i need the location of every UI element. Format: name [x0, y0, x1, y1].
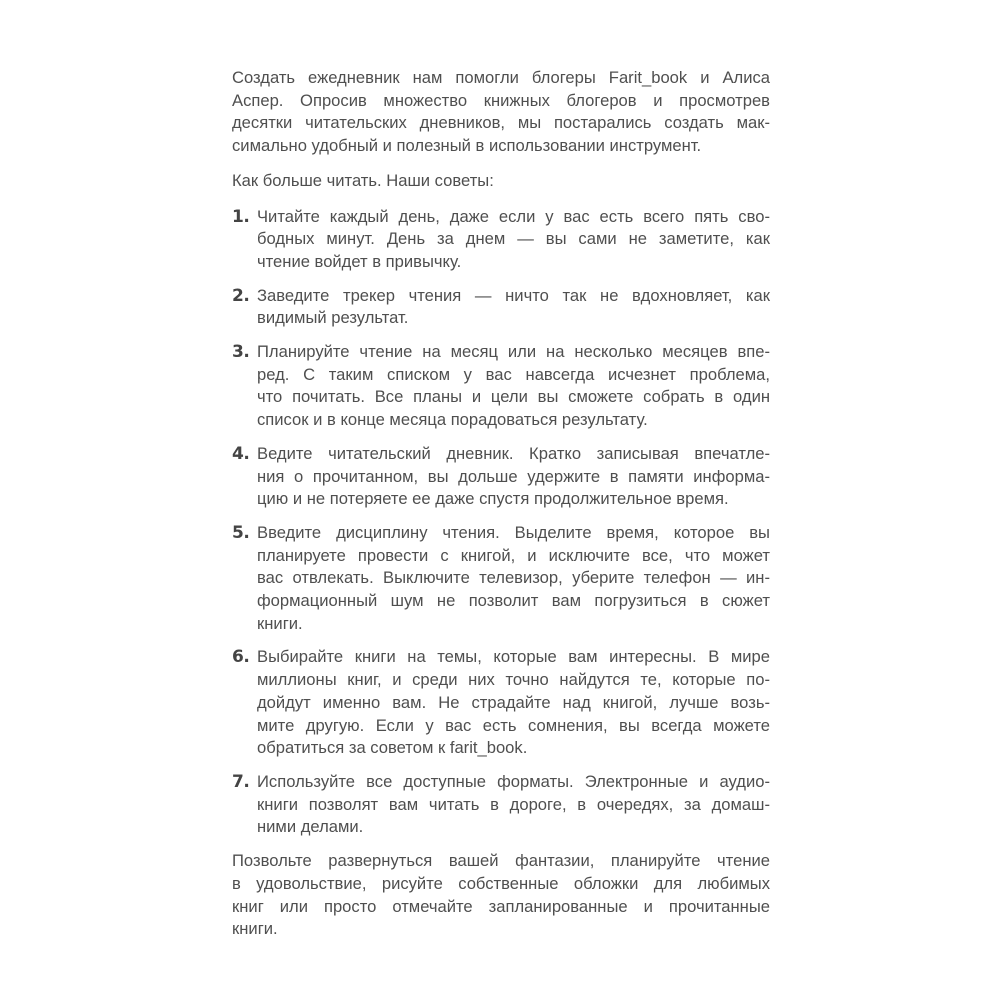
text-line: симально удобный и полезный в использовании инструмент.: [232, 136, 702, 156]
tip-number: 3.: [232, 342, 250, 363]
text-line: ния о прочитанном, вы дольше удержите в памяти информа-: [257, 466, 770, 486]
text-line: Выбирайте книги на темы, которые вам интересны. В мире: [257, 647, 770, 667]
text-line: десятки читательских дневников, мы постарались создать мак-: [232, 113, 770, 133]
text-line: список и в конце месяца порадоваться результату.: [257, 410, 648, 430]
text-line: Ведите читательский дневник. Кратко записывая впечатле-: [257, 443, 770, 463]
text-line: бодных минут. День за днем — вы сами не заметите, как: [257, 229, 770, 249]
tip-number: 4.: [232, 443, 250, 464]
intro-paragraph: [232, 67, 770, 158]
text-line: ред. С таким списком у вас навсегда исчезнет проблема,: [257, 364, 770, 384]
tip-list-item: [232, 522, 770, 636]
text-line: обратиться за советом к farit_book.: [257, 738, 528, 758]
text-line: Позвольте развернуться вашей фантазии, планируйте чтение: [232, 851, 770, 871]
text-line: Читайте каждый день, даже если у вас есть всего пять сво-: [257, 206, 770, 226]
text-line: чтение войдет в привычку.: [257, 251, 462, 271]
text-line: книги позволят вам читать в дороге, в очередях, за домаш-: [257, 794, 770, 814]
outro-paragraph: [232, 850, 770, 941]
tip-list-item: [232, 206, 770, 274]
text-line: Создать ежедневник нам помогли блогеры Farit_book и Алиса: [232, 68, 770, 87]
text-line: Как больше читать. Наши советы:: [232, 171, 494, 191]
text-line: в удовольствие, рисуйте собственные обложки для любимых: [232, 873, 770, 893]
text-line: миллионы книг, и среди них точно найдутся те, которые по-: [257, 670, 770, 690]
tip-number: 7.: [232, 771, 250, 792]
text-line: книги.: [257, 613, 303, 633]
text-line: дойдут именно вам. Не страдайте над книгой, лучше возь-: [257, 692, 770, 712]
text-line: что почитать. Все планы и цели вы сможете собрать в один: [257, 387, 770, 407]
text-line: книги.: [232, 919, 278, 939]
text-line: видимый результат.: [257, 308, 409, 328]
text-line: Аспер. Опросив множество книжных блогеров и просмотрев: [232, 90, 770, 110]
text-line: цию и не потеряете ее даже спустя продолжительное время.: [257, 489, 729, 509]
tip-number: 6.: [232, 647, 250, 668]
tip-number: 1.: [232, 206, 250, 227]
tip-number: 5.: [232, 522, 250, 543]
text-line: Планируйте чтение на месяц или на несколько месяцев впе-: [257, 342, 770, 362]
text-line: Используйте все доступные форматы. Электронные и аудио-: [257, 771, 770, 791]
text-line: Введите дисциплину чтения. Выделите время, которое вы: [257, 522, 770, 542]
text-line: формационный шум не позволит вам погрузиться в сюжет: [257, 591, 770, 611]
text-line: книг или просто отмечайте запланированные и прочитанные: [232, 896, 770, 916]
text-line: планируете провести с книгой, и исключите все, что может: [257, 545, 770, 565]
document-page: [232, 67, 770, 953]
tip-number: 2.: [232, 285, 250, 306]
tip-list-item: [232, 646, 770, 760]
text-line: вас отвлекать. Выключите телевизор, уберите телефон — ин-: [257, 568, 770, 588]
tip-list-item: [232, 771, 770, 839]
tip-list-item: [232, 285, 770, 330]
text-line: ними делами.: [257, 817, 364, 837]
tips-heading: [232, 170, 770, 193]
tip-list-item: [232, 443, 770, 511]
text-line: Заведите трекер чтения — ничто так не вдохновляет, как: [257, 285, 770, 305]
tip-list-item: [232, 341, 770, 432]
text-line: мите другую. Если у вас есть сомнения, вы всегда можете: [257, 715, 770, 735]
